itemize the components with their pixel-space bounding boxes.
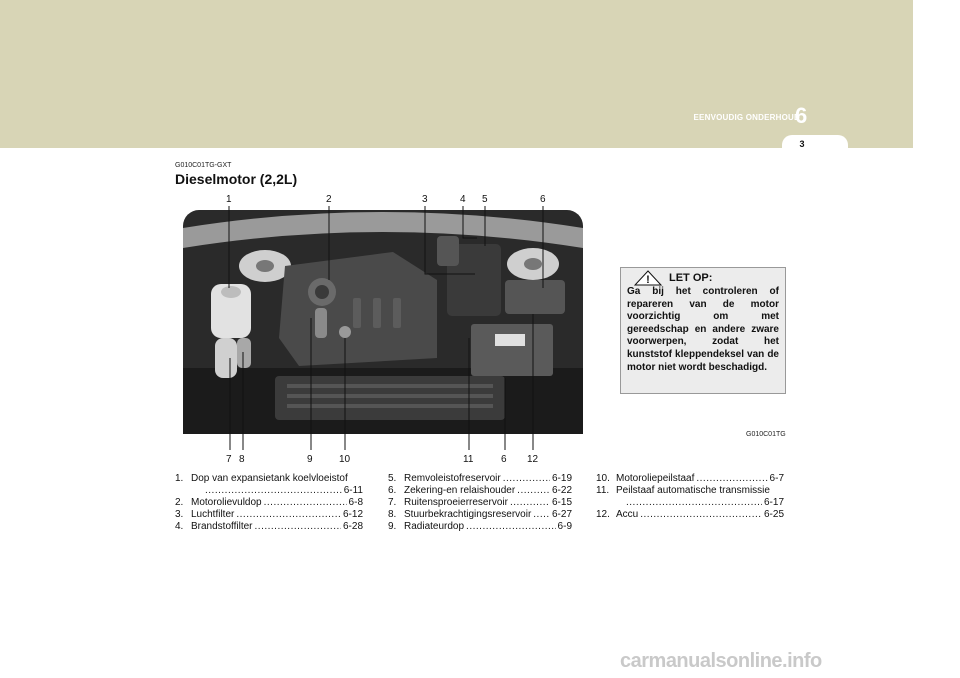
figure-code: G010C01TG bbox=[746, 431, 786, 438]
callout-6-top: 6 bbox=[540, 194, 546, 205]
section-number: 6 bbox=[795, 103, 808, 128]
list-item: 2. Motorolievuldop ..... 6-8 bbox=[175, 497, 363, 509]
list-item-continuation: ..... 6-11 bbox=[175, 485, 363, 497]
callout-4: 4 bbox=[460, 194, 466, 205]
callout-5: 5 bbox=[482, 194, 488, 205]
list-item: 5. Remvoleistofreservoir ..... 6-19 bbox=[388, 473, 572, 485]
callout-10: 10 bbox=[339, 454, 351, 465]
callout-11: 11 bbox=[463, 454, 474, 465]
list-item: 8. Stuurbekrachtigingsreservoir ..... 6-27 bbox=[388, 509, 572, 521]
callout-2: 2 bbox=[326, 194, 332, 205]
list-item: 3. Luchtfilter ..... 6-12 bbox=[175, 509, 363, 521]
list-item: 4. Brandstoffilter ..... 6-28 bbox=[175, 521, 363, 533]
callout-8: 8 bbox=[239, 454, 245, 465]
callout-3: 3 bbox=[422, 194, 428, 205]
page-number: 3 bbox=[799, 139, 805, 149]
warning-text: Ga bij het controleren of repareren van de motor voorzichtig om met gereedschap en andere zware voorwerpen, zodat het kunststof kleppendeksel van de motor niet wordt beschadigd. bbox=[627, 286, 779, 373]
list-item-continuation: ..... 6-17 bbox=[596, 497, 784, 509]
legend-col-3 bbox=[596, 473, 784, 521]
callout-6-bottom: 6 bbox=[501, 454, 507, 465]
list-item: 10. Motoroliepeilstaaf ..... 6-7 bbox=[596, 473, 784, 485]
page-title: Dieselmotor (2,2L) bbox=[175, 171, 298, 187]
legend-col-1 bbox=[175, 473, 363, 533]
section-label: EENVOUDIG ONDERHOUD bbox=[693, 113, 800, 122]
list-item: 1. Dop van expansietank koelvloeistof bbox=[175, 473, 348, 484]
legend-col-2 bbox=[388, 473, 572, 533]
callout-7: 7 bbox=[226, 454, 232, 465]
warning-box bbox=[620, 267, 786, 394]
callout-1: 1 bbox=[226, 194, 232, 205]
list-item: 7. Ruitensproeierreservoir ..... 6-15 bbox=[388, 497, 572, 509]
list-item: 12. Accu ..... 6-25 bbox=[596, 509, 784, 521]
callout-12: 12 bbox=[527, 454, 539, 465]
svg-text:!: ! bbox=[646, 274, 650, 286]
warning-title: LET OP: bbox=[669, 272, 713, 284]
header-band bbox=[0, 0, 913, 148]
callout-9: 9 bbox=[307, 454, 313, 465]
exclamation-triangle-icon bbox=[633, 270, 663, 286]
engine-photo bbox=[183, 206, 583, 450]
watermark[interactable]: carmanualsonline.info bbox=[620, 650, 822, 672]
list-item: 11. Peilstaaf automatische transmissie bbox=[596, 485, 770, 496]
list-item: 9. Radiateurdop ..... 6-9 bbox=[388, 521, 572, 533]
section-code: G010C01TG-GXT bbox=[175, 162, 232, 169]
list-item: 6. Zekering-en relaishouder ..... 6-22 bbox=[388, 485, 572, 497]
